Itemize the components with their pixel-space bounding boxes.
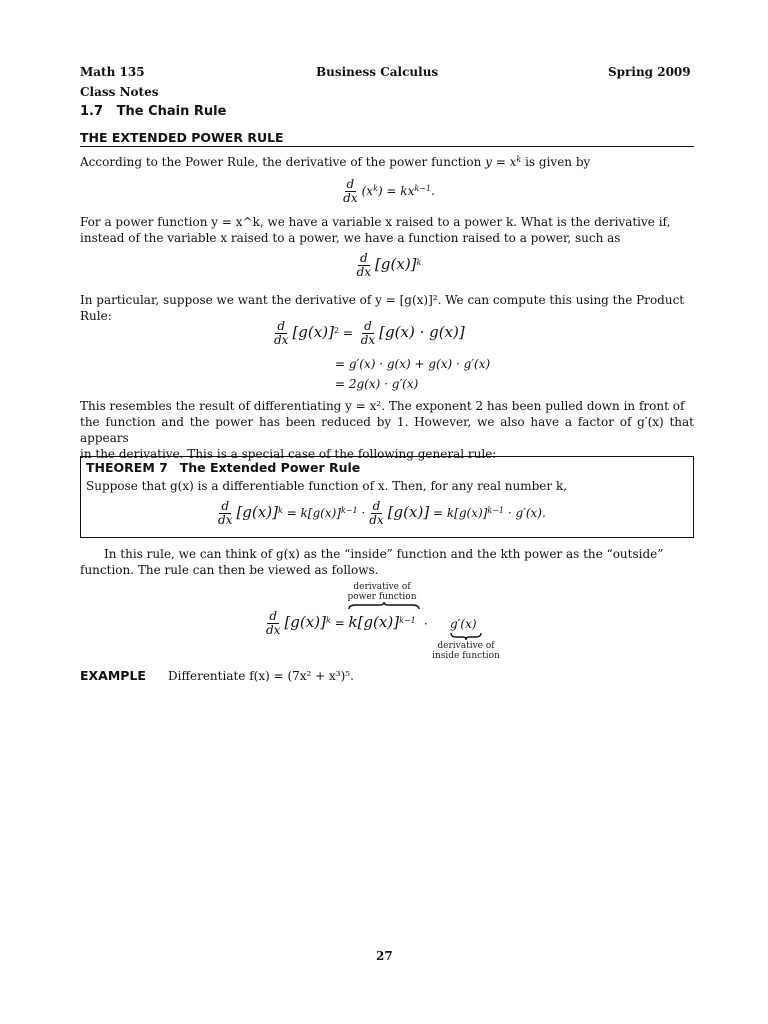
thm-den-1: dx	[218, 513, 233, 527]
thm-lhs: [g(x)]	[236, 503, 278, 521]
thm-mid: = k[g(x)]	[286, 506, 341, 520]
p4-line-2: the function and the power has been reduced by 1. However, we also have a factor of g′(x) that appears	[80, 415, 694, 445]
eq4-dot: ·	[424, 617, 428, 631]
thm-fraction-2	[367, 500, 385, 527]
paragraph-4	[80, 398, 694, 462]
p1-math: y = x	[485, 155, 517, 169]
paragraph-5	[80, 546, 694, 578]
eq2-fraction	[355, 252, 373, 279]
bottom-label-line-2: inside function	[432, 651, 500, 661]
section-number: 1.7	[80, 104, 104, 119]
eq3-l1-body: [g(x)]	[292, 323, 334, 341]
eq3-fraction-right	[359, 320, 377, 347]
equation-derivative-power-of-function	[80, 252, 694, 279]
eq3-num-right: d	[364, 319, 372, 333]
thm-rhs-1: [g(x)]	[387, 503, 430, 521]
top-label-line-2: power function	[347, 592, 417, 602]
section-name: The Chain Rule	[116, 104, 227, 119]
eq4-lhs: [g(x)]	[284, 613, 326, 631]
theorem-heading	[86, 460, 360, 476]
paragraph-1	[80, 154, 694, 170]
p1-text-a: According to the Power Rule, the derivative of the power function	[80, 155, 482, 169]
theorem-title: The Extended Power Rule	[179, 460, 361, 475]
thm-num-1: d	[221, 499, 230, 513]
eq1-end: .	[430, 184, 435, 198]
label-derivative-of-inside-function	[424, 641, 508, 661]
equation-product-rule-line-1: $\frac{d}{dx}$ $[g(x)]^2$ = $\frac{d}{dx}$ [g(x) · g(x)]	[274, 319, 465, 347]
eq1-sup1: k	[373, 184, 378, 193]
main-heading: THE EXTENDED POWER RULE	[80, 130, 284, 145]
eq2-body: [g(x)]	[375, 255, 417, 273]
eq1-num: d	[346, 177, 355, 191]
eq4-outer: k[g(x)]	[348, 613, 400, 631]
eq3-den-left: dx	[274, 333, 289, 347]
course-title: Business Calculus	[316, 65, 439, 79]
eq4-fraction	[264, 610, 282, 637]
thm-rhs-2: = k[g(x)]	[433, 506, 488, 520]
eq2-den: dx	[356, 265, 372, 279]
thm-end: · g′(x).	[507, 506, 546, 520]
bottom-label-line-1: derivative of	[437, 641, 495, 651]
heading-rule	[80, 146, 694, 147]
annotated-equation	[262, 610, 416, 637]
eq3-num-left: d	[277, 319, 286, 333]
eq4-den: dx	[266, 623, 281, 637]
p5-line-1: In this rule, we can think of g(x) as the “inside” function and the kth power as the “outside”	[104, 547, 664, 561]
eq1-den: dx	[343, 191, 358, 205]
course-term: Spring 2009	[608, 65, 691, 79]
p5-line-2: function. The rule can then be viewed as follows.	[80, 563, 379, 577]
overbrace-icon	[348, 602, 420, 610]
eq3-l1-rhs: [g(x) · g(x)]	[379, 323, 465, 341]
course-name: Math 135	[80, 65, 145, 79]
eq4-equals: =	[334, 616, 345, 630]
thm-sup-1: k	[277, 506, 283, 515]
eq1-sup2: k−1	[414, 184, 431, 193]
eq4-outer-sup: k−1	[399, 616, 416, 625]
theorem-label: THEOREM 7	[86, 460, 168, 475]
p2-line-1: For a power function y = x^k, we have a variable x raised to a power k. What is the derivative if,	[80, 215, 671, 229]
eq4-inner: g′(x)	[450, 617, 477, 631]
section-title	[80, 104, 226, 120]
equation-product-rule-line-3: = 2g(x) · g′(x)	[335, 377, 419, 391]
example-text: Differentiate f(x) = (7x² + x³)⁵.	[168, 669, 354, 683]
theorem-text: Suppose that g(x) is a differentiable function of x. Then, for any real number k,	[86, 479, 568, 493]
p2-line-2: instead of the variable x raised to a power, we have a function raised to a power, such as	[80, 231, 621, 245]
page-number: 27	[376, 949, 393, 963]
eq3-l1-sup: 2	[333, 326, 340, 335]
top-label-line-1: derivative of	[353, 582, 411, 592]
class-notes-label: Class Notes	[80, 85, 159, 99]
eq2-sup: k	[416, 258, 422, 267]
thm-num-2: d	[372, 499, 381, 513]
equation-power-rule	[80, 178, 694, 205]
eq1-mid: ) = kx	[377, 184, 415, 198]
eq3-fraction-left	[272, 320, 290, 347]
theorem-equation	[214, 500, 546, 527]
p4-line-3: in the derivative. This is a special case of the following general rule:	[80, 447, 497, 461]
eq1-fraction	[341, 178, 359, 205]
p3-line-2: Rule:	[80, 309, 112, 323]
eq2-num: d	[359, 251, 368, 265]
eq4-lhs-sup: k	[325, 616, 331, 625]
paragraph-2	[80, 214, 694, 246]
thm-sup-2: k−1	[340, 506, 358, 515]
eq3-den-right: dx	[360, 333, 376, 347]
underbrace-icon	[450, 632, 482, 640]
p1-text-b: is given by	[525, 155, 591, 169]
eq4-num: d	[269, 609, 278, 623]
thm-fraction-1	[216, 500, 234, 527]
thm-den-2: dx	[369, 513, 384, 527]
thm-sup-3: k−1	[487, 506, 504, 515]
p3-line-1: In particular, suppose we want the derivative of y = [g(x)]². We can compute this using the Product	[80, 293, 685, 307]
equation-product-rule-line-2: = g′(x) · g(x) + g(x) · g′(x)	[335, 357, 491, 371]
thm-dot: ·	[361, 506, 366, 520]
example-label: EXAMPLE	[80, 668, 146, 683]
eq1-body: (x	[361, 184, 374, 198]
label-derivative-of-power-function	[340, 582, 424, 602]
p1-sup: k	[516, 155, 522, 164]
p4-line-1: This resembles the result of differentiating y = x². The exponent 2 has been pulled down in front of	[80, 399, 685, 413]
